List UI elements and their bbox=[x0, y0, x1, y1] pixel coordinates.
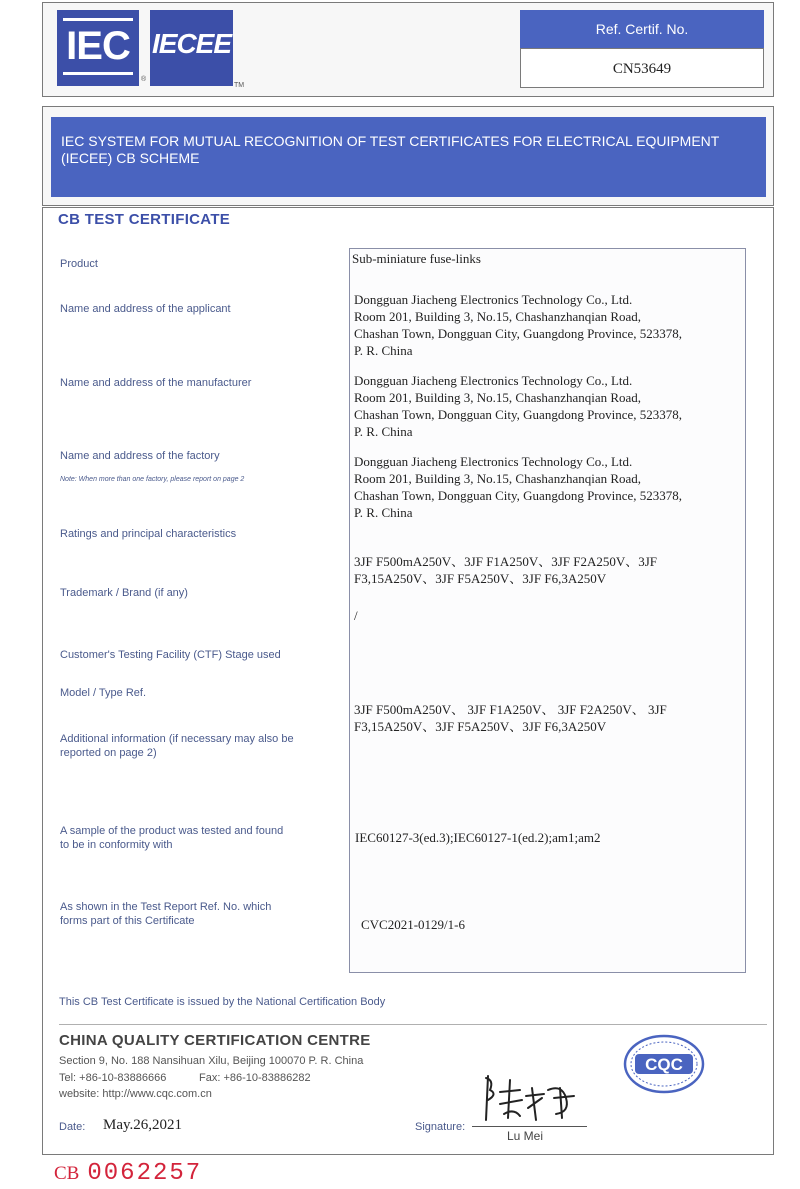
value-model bbox=[354, 701, 667, 735]
label-line: forms part of this Certificate bbox=[60, 915, 195, 927]
label-line: to be in conformity with bbox=[60, 839, 173, 851]
model-line: F3,15A250V、3JF F5A250V、3JF F6,3A250V bbox=[354, 719, 607, 734]
value-report-ref: CVC2021-0129/1-6 bbox=[361, 917, 465, 932]
serial-prefix: CB bbox=[54, 1163, 80, 1184]
label-additional-info bbox=[60, 732, 294, 760]
label-factory: Name and address of the factory bbox=[60, 450, 220, 462]
logo-stripe bbox=[63, 18, 133, 21]
address-line: Dongguan Jiacheng Electronics Technology Co., Ltd. bbox=[354, 373, 633, 388]
serial-number bbox=[54, 1160, 202, 1187]
signature-line bbox=[472, 1126, 587, 1127]
handwritten-signature bbox=[470, 1068, 590, 1128]
label-line: As shown in the Test Report Ref. No. which bbox=[60, 901, 272, 913]
value-standard: IEC60127-3(ed.3);IEC60127-1(ed.2);am1;am2 bbox=[355, 830, 601, 845]
cqc-logo-text: CQC bbox=[645, 1055, 683, 1074]
label-line: reported on page 2) bbox=[60, 747, 157, 759]
iecee-logo-text: IECEE bbox=[151, 28, 232, 59]
label-manufacturer: Name and address of the manufacturer bbox=[60, 377, 252, 389]
divider bbox=[59, 1024, 767, 1025]
value-trademark: / bbox=[354, 608, 358, 623]
value-product: Sub-miniature fuse-links bbox=[352, 251, 481, 266]
address-line: Chashan Town, Dongguan City, Guangdong Province, 523378, bbox=[354, 407, 683, 422]
value-applicant bbox=[354, 291, 682, 359]
issuer-tel: Tel: +86-10-83886666 bbox=[59, 1072, 167, 1084]
label-trademark: Trademark / Brand (if any) bbox=[60, 587, 188, 599]
label-ctf-stage: Customer's Testing Facility (CTF) Stage used bbox=[60, 649, 281, 661]
label-sample-conformity bbox=[60, 824, 283, 852]
value-manufacturer bbox=[354, 372, 682, 440]
address-line: Dongguan Jiacheng Electronics Technology Co., Ltd. bbox=[354, 292, 633, 307]
address-line: Dongguan Jiacheng Electronics Technology Co., Ltd. bbox=[354, 454, 633, 469]
ratings-line: F3,15A250V、3JF F5A250V、3JF F6,3A250V bbox=[354, 571, 607, 586]
iec-logo bbox=[57, 10, 139, 86]
value-factory bbox=[354, 453, 682, 521]
ref-certificate-label: Ref. Certif. No. bbox=[520, 10, 764, 48]
address-line: P. R. China bbox=[354, 343, 413, 358]
trademark-mark: TM bbox=[234, 82, 245, 89]
value-ratings bbox=[354, 553, 657, 587]
address-line: Chashan Town, Dongguan City, Guangdong Province, 523378, bbox=[354, 326, 683, 341]
label-factory-note: Note: When more than one factory, please report on page 2 bbox=[60, 476, 245, 483]
issue-date: May.26,2021 bbox=[103, 1117, 183, 1133]
registered-mark: ® bbox=[141, 76, 147, 83]
iecee-logo bbox=[150, 10, 233, 86]
serial-digits: 0062257 bbox=[87, 1160, 203, 1187]
date-label: Date: bbox=[59, 1121, 86, 1133]
cqc-logo bbox=[623, 1034, 705, 1094]
scheme-banner: IEC SYSTEM FOR MUTUAL RECOGNITION OF TEST CERTIFICATES FOR ELECTRICAL EQUIPMENT (IECEE) CB SCHEME bbox=[51, 117, 766, 197]
issuer-address: Section 9, No. 188 Nansihuan Xilu, Beijing 100070 P. R. China bbox=[59, 1055, 364, 1067]
model-line: 3JF F500mA250V、 3JF F1A250V、 3JF F2A250V、 3JF bbox=[354, 702, 667, 717]
label-model: Model / Type Ref. bbox=[60, 687, 147, 699]
address-line: P. R. China bbox=[354, 505, 413, 520]
ratings-line: 3JF F500mA250V、3JF F1A250V、3JF F2A250V、3JF bbox=[354, 554, 658, 569]
logo-stripe bbox=[63, 72, 133, 75]
address-line: Room 201, Building 3, No.15, Chashanzhanqian Road, bbox=[354, 471, 642, 486]
signature-label: Signature: bbox=[415, 1121, 466, 1133]
address-line: Chashan Town, Dongguan City, Guangdong Province, 523378, bbox=[354, 488, 683, 503]
label-ratings: Ratings and principal characteristics bbox=[60, 528, 237, 540]
issuer-website: website: http://www.cqc.com.cn bbox=[59, 1088, 212, 1100]
address-line: Room 201, Building 3, No.15, Chashanzhanqian Road, bbox=[354, 390, 642, 405]
issued-by-statement: This CB Test Certificate is issued by the National Certification Body bbox=[59, 996, 386, 1008]
label-test-report bbox=[60, 900, 271, 928]
ref-certificate-number: CN53649 bbox=[520, 48, 764, 88]
certificate-title: CB TEST CERTIFICATE bbox=[58, 211, 231, 228]
signatory-name: Lu Mei bbox=[507, 1129, 544, 1143]
label-line: A sample of the product was tested and found bbox=[60, 825, 284, 837]
label-applicant: Name and address of the applicant bbox=[60, 303, 231, 315]
label-line: Additional information (if necessary may also be bbox=[60, 733, 294, 745]
issuer-fax: Fax: +86-10-83886282 bbox=[199, 1072, 311, 1084]
label-product: Product bbox=[60, 258, 98, 270]
iec-logo-text: IEC bbox=[66, 24, 130, 68]
address-line: P. R. China bbox=[354, 424, 413, 439]
address-line: Room 201, Building 3, No.15, Chashanzhanqian Road, bbox=[354, 309, 642, 324]
issuer-name: CHINA QUALITY CERTIFICATION CENTRE bbox=[59, 1032, 371, 1049]
